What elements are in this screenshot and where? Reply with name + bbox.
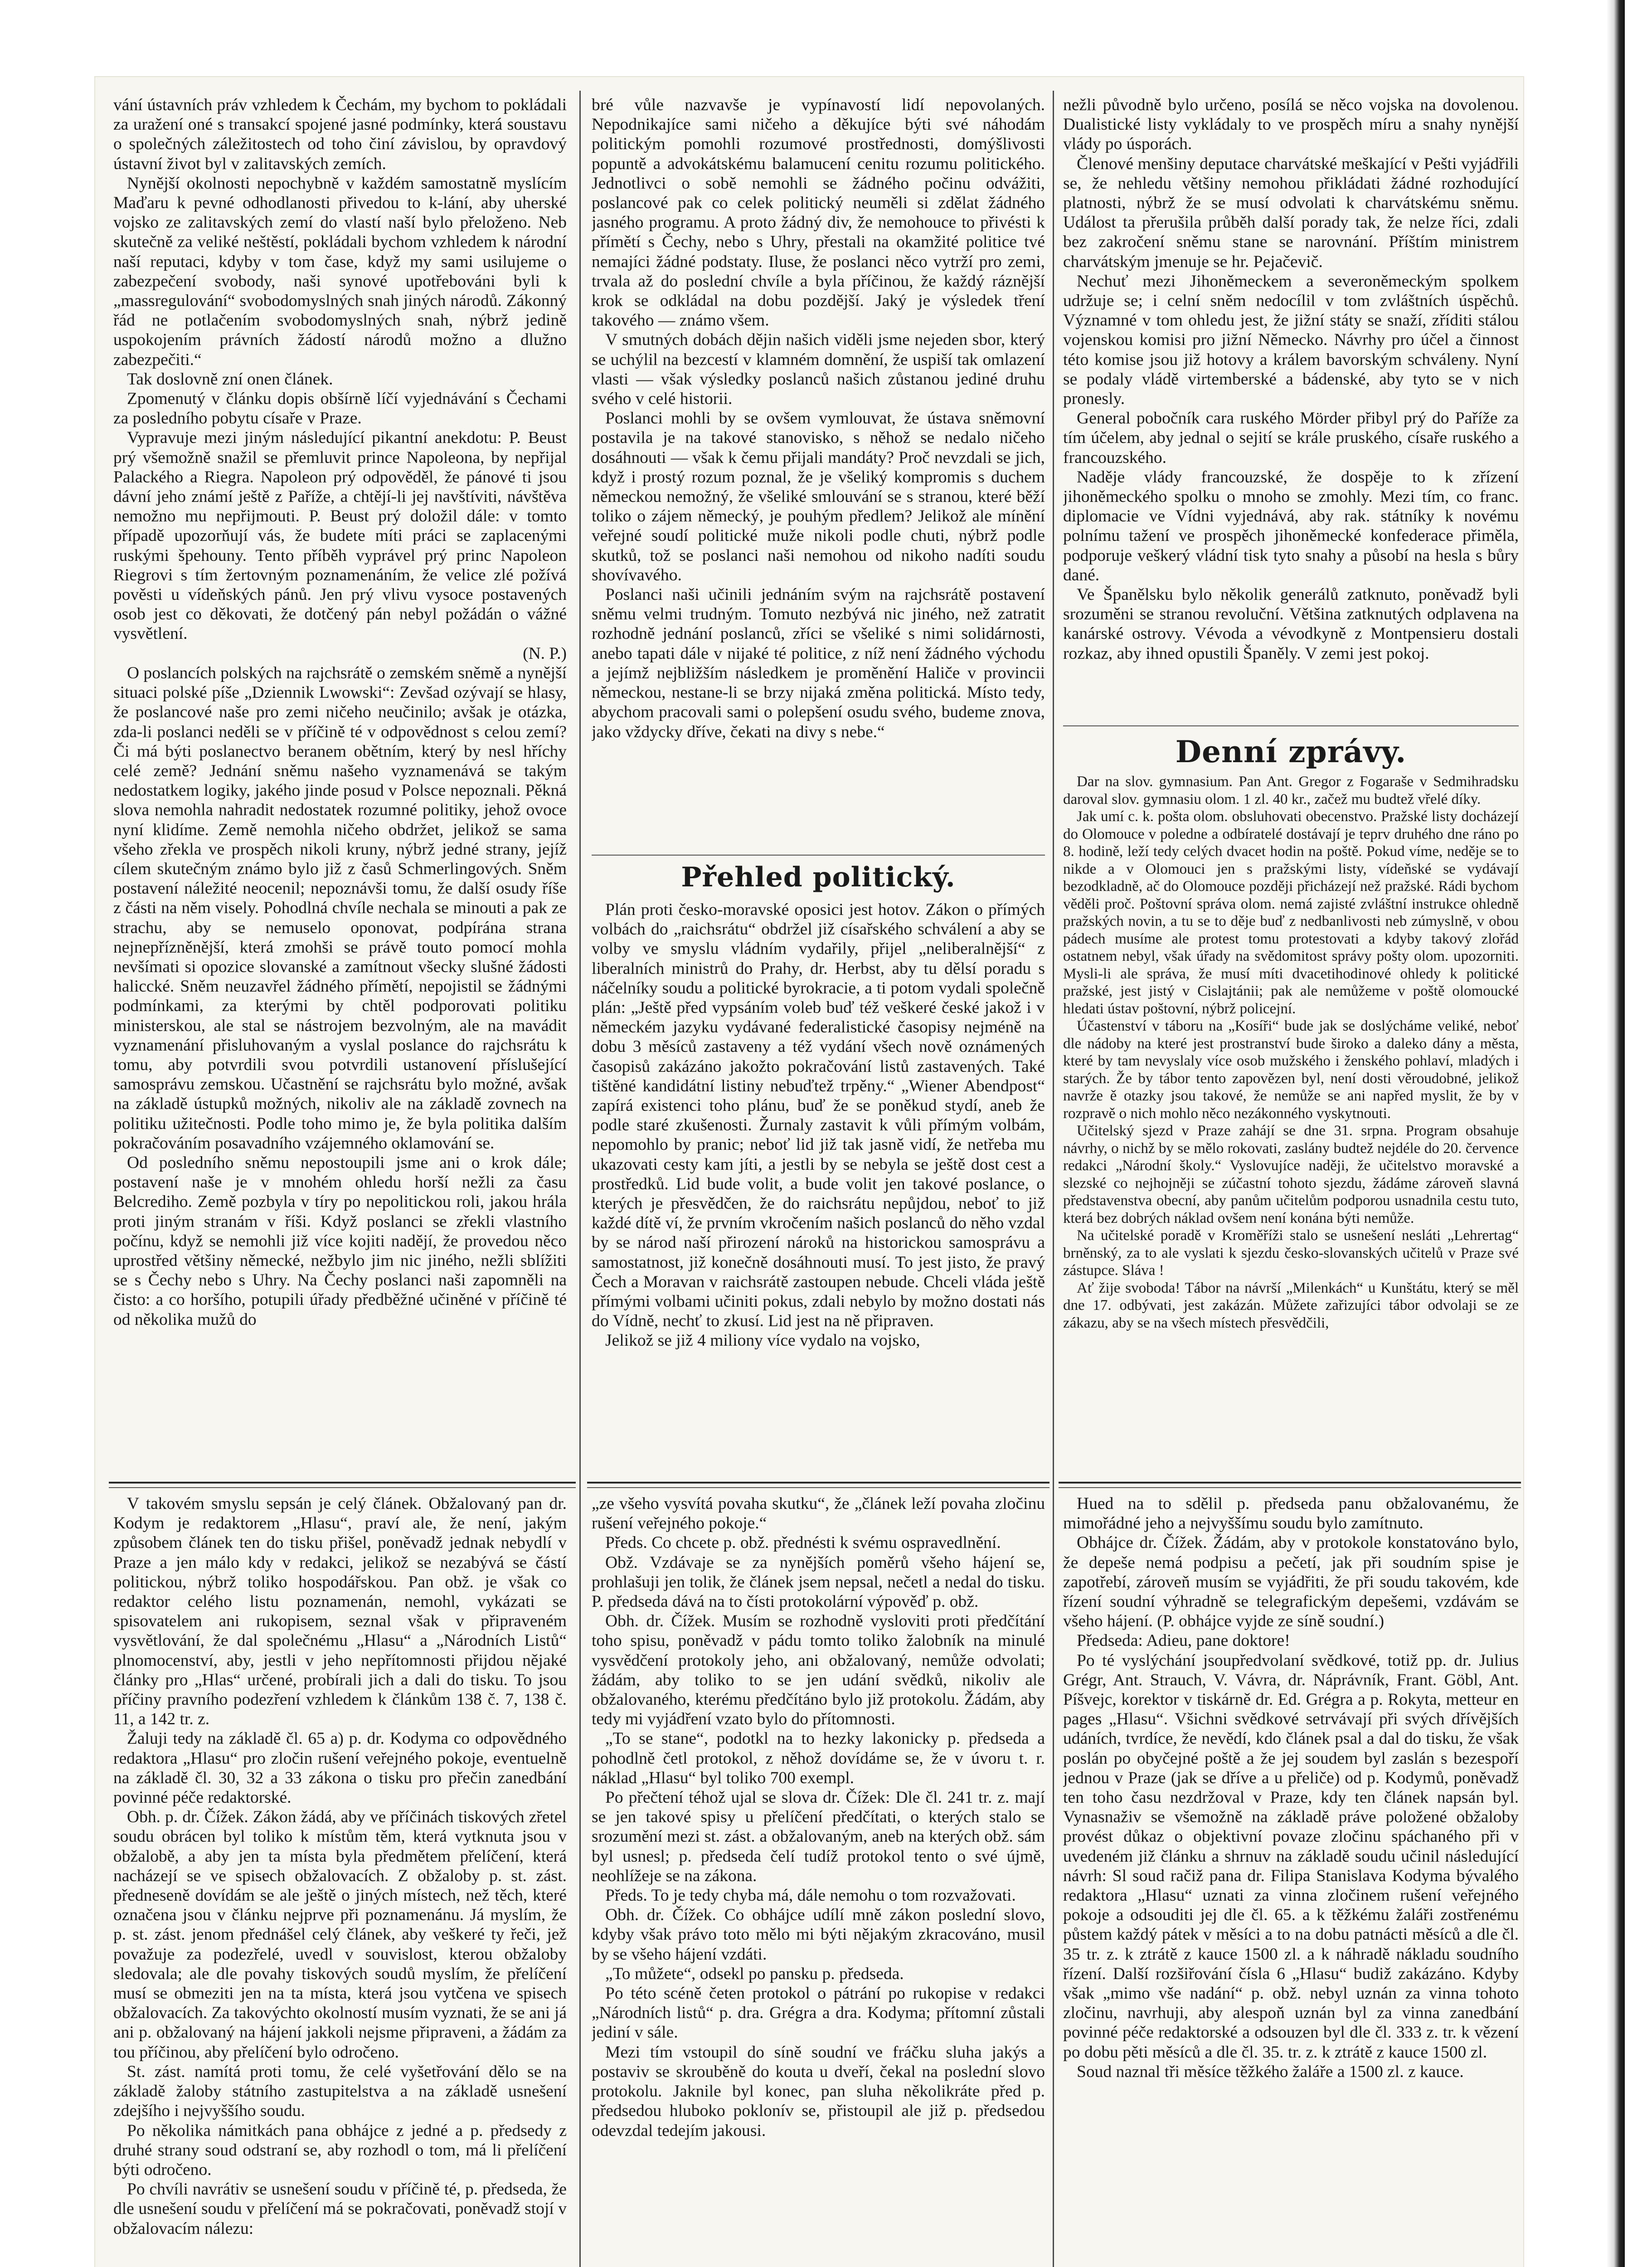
paragraph: nežli původně bylo určeno, posílá se něco vojska na dovolenou. Dualistické listy vykládaly to ve prospěch míru a snahy nynější vlády po úsporách. [1063, 96, 1519, 154]
paragraph: Poslanci naši učinili jednáním svým na rajchsrátě postavení sněmu velmi trudným. Tomuto nezbývá nic jiného, než zatratit rozhodně jednání poslanců, zříci se všeliké s nimi solidárnosti, anebo tapati dále v nijaké té politice, z níž není žádného východu a jejímž nejbližším následkem je proměnění Haliče v provincii německou, nestane-li se brzy nijaká změna politická. Místo tedy, abychom pracovali sami o polepšení osudu svého, budeme znova, jako vždycky dříve, čekati na divy s nebe.“ [592, 585, 1045, 741]
paragraph: Jelikož se již 4 miliony více vydalo na vojsko, [605, 1331, 920, 1350]
paragraph: Tak doslovně zní onen článek. [127, 370, 333, 389]
column-3-lower [1063, 1494, 1519, 2267]
paragraph: Po této scéně četen protokol o pátrání po rukopise v redakci „Národních listů“ p. dra. Grégra a dra. Kodyma; přítomní zůstali jediní v sále. [592, 1984, 1045, 2042]
paragraph: V takovém smyslu sepsán je celý článek. Obžalovaný pan dr. Kodym je redaktorem „Hlasu“, praví ale, že není, jakým způsobem článek ten do tisku přišel, poněvadž jednak nebydlí v Praze a jen málo kdy v redakci, jelikož se nezabývá se částí politickou, nýbrž toliko hospodářskou. Pan obž. je však co redaktor celého listu poznamenán, nemohl, vykázati se spisovatelem ani rukopisem, seznal však v připraveném vysvětlování, že dal společnému „Hlasu“ a „Národních Listů“ plnomocenství, aby, jestli v jeho nepřítomnosti přijdou nějaké články pro „Hlas“ určené, probírali jich a dali do tisku. To jsou příčiny pravního podezření vzhledem k článkům 138 č. 7, 138 č. 11, a 142 tr. z. [113, 1494, 567, 1729]
paragraph: Od posledního sněmu nepostoupili jsme ani o krok dále; postavení naše je v mnohém ohledu horší nežli za času Belcrediho. Země pozbyla v tíry po nepolitickou roli, jakou hrála proti jiným stranám v říši. Když poslanci se zřekli vlastního počínu, když se nemohli již více kojiti nadějí, že provedou něco uprostřed většiny německé, nežbylo jim nic jiného, nežli sblížiti se s Čechy nebo s Uhry. Na Čechy poslanci naši zapomněli na čisto: a co horšího, potupili úřady předběžné učiněné v příčině té od několika mužů do [113, 1153, 567, 1329]
paragraph: Předs. Co chcete p. obž. přednésti k svému ospravedlnění. [605, 1533, 1001, 1552]
news-item: Dar na slov. gymnasium. Pan Ant. Gregor z Fogaraše v Sedmihradsku daroval slov. gymnasiu olom. 1 zl. 40 kr., začež mu budtež vřelé díky. [1063, 774, 1519, 808]
section-rule [1063, 725, 1519, 726]
paragraph: Členové menšiny deputace charvátské meškající v Pešti vyjádřili se, že nehledu většiny nemohou přikládati žádné rozhodující platnosti, nýbrž že se musí odvolati k charvátskému sněmu. Událost ta přerušila průběh další porady tak, že nelze říci, zdali bez zakročení sněmu stane se narovnání. Příštím ministrem charvátským jmenuje se hr. Pejačevič. [1063, 154, 1519, 271]
paragraph: Naděje vlády francouzské, že dospěje to k zřízení jihoněmeckého spolku o mnoho se zmohly. Mezi tím, co franc. diplomacie ve Vídni vyjednává, aby rak. státníky k novému polnímu tažení ve prospěch jihoněmecké konfederace přiměla, podporuje veškerý vládní tisk tyto snahy a působí na hesla s bůry dané. [1063, 467, 1519, 584]
column-divider-left [579, 91, 581, 2267]
scan-edge-margin [1625, 0, 1652, 2267]
paragraph: O poslancích polských na rajchsrátě o zemském sněmě a nynější situaci polské píše „Dziennik Lwowski“: Zevšad ozývají se hlasy, že poslancové naše pro zemi ničeho neučinilo; avšak je otázka, zda-li poslanci neděli se v příčině té v odpovědnost s celou zemí? Či má býti poslanectvo beranem obětním, který by nesl hříchy celé země? Jednání sněmu našeho vyznamenává se takým nedostatkem logiky, jakého jinde posud v Polsce nepoznali. Pěkná slova nemohla nahradit nedostatek rozumné politiky, jehož ovoce nyní klidíme. Země nemohla ničeho obdržet, jelikož se sama všeho zřekla ve prospěch nikoli kruny, nýbrž jedné strany, jejíž cílem skutečným známo bylo již z časů Schmerlingových. Sněm postavení náležité neocenil; nepoznávši tomu, že další osudy říše z části na něm visely. Pohodlná chvíle nechala se minouti a pak ze strachu, aby se nemuselo oponovat, podpírána strana nejnepřízněnější, která zmohši se právě touto pomocí mohla nevšímati si opozice slovanské a zamítnout všecky slušné žádosti haliccké. Sněm neuzavřel žádného přímětí, nepojistil se žádnými podmínkami, za kterými by chtěl podporovati politiku ministerskou, ale stal se nástrojem bezvolným, ale na mavádit vyznamenání přisluhovaným a vyslal poslance do rajchsrátu k tomu, aby potvrdili svou potvrdili ustanovení příslušející samosprávu zemskou. Učastnění se rajchsrátu bylo možné, avšak na základě ústupků možných, nikoliv ale na základě zovnech na politiku užitečnosti. Podle toho mimo je, že byla politika dalším pokračováním posavadního vzájemného oklamování se. [113, 663, 567, 1153]
paragraph: Žaluji tedy na základě čl. 65 a) p. dr. Kodyma co odpovědného redaktora „Hlasu“ pro zločin rušení veřejného pokoje, eventuelně na základě čl. 30, 32 a 33 zákona o tisku pro přečin zanedbání povinné péče redaktorské. [113, 1729, 567, 1807]
paragraph: Nechuť mezi Jihoněmeckem a severoněmeckým spolkem udržuje se; i celní sněm nedocílil v tom zvláštních úspěchů. Významné v tom ohledu jest, že jižní státy se snaží, zříditi stálou vojenskou komisi pro jižní Německo. Návrhy pro účel a činnost této komise jsou již hotovy a králem bavorským schváleny. Nyní se podaly vládě virtemberské a bádenské, aby tyto se v nich pronesly. [1063, 272, 1519, 409]
paragraph: Soud naznal tři měsíce těžkého žaláře a 1500 zl. z kauce. [1077, 2062, 1464, 2081]
paragraph: V smutných dobách dějin našich viděli jsme nejeden sbor, který se uchýlil na bezcestí v klamném domnění, že uspiší tak omlazení vlasti — však výsledky poslanců našich zůstanou jediné druhu svého v celé historii. [592, 331, 1045, 409]
section-separator [587, 1482, 1050, 1484]
column-divider-right [1053, 91, 1054, 2267]
paragraph: Předseda: Adieu, pane doktore! [1077, 1631, 1290, 1650]
column-1-upper [113, 95, 567, 1573]
column-3-denni-zpravy [1063, 773, 1519, 1458]
column-1-lower [113, 1494, 567, 2267]
paragraph: bré vůle nazvavše je vypínavostí lidí nepovolaných. Nepodnikajíce sami ničeho a děkujíce býti své náhodám politickým pomohli rozumové prostřednosti, domýšlivosti popuntě a advokátskému balamucení cenitu rozumu politického. Jednotlivci o sobě nemohli se žádného počinu odvážiti, poslancové pak co celek politický neuměli si zdělat žádného jasného programu. A proto žádný div, že nemohouce to přivésti k přímětí s Čechy, nebo s Uhry, přestali na okamžité politice tvé nemajíci žádné podstaty. Iluse, že poslanci něco vytrží pro zemi, trvala až do poslední chvíle a byla příčinou, že každý ráznější krok se odkládal na dobu pozdější. Jaký je výsledek tření takového — známo všem. [592, 96, 1045, 330]
paragraph: Hued na to sdělil p. předseda panu obžalovanému, že mimořádné jeho a nejvyššímu soudu bylo zamítnuto. [1063, 1494, 1519, 1533]
paragraph: Obh. p. dr. Čížek. Zákon žádá, aby ve příčinách tiskových zřetel soudu obrácen byl toliko k místům těm, která vytknuta jsou v obžalobě, a aby jen ta místa byla předmětem přelíčení, která nacházejí se ve spisech obžalovacích. Z obžaloby p. st. zást. předneseně dovídám se ale ještě o jiných místech, než těch, které označena jsou v článku nejprve při poznamenánu. Já myslím, že p. st. zást. jenom přednášel celý článek, aby veškeré ty řeči, jež považuje za podezřelé, uvedl v souvislost, kterou obžaloby sledovala; ale dle povahy tiskových soudů myslím, že přelíčení musí se obmeziti jen na ta místa, která jsou vytčena ve spisech obžalovacích. Za takovýchto okolností musím vyznati, že se ani já ani p. obžalovaný na hájení jakkoli nejsme připraveni, a žádám za tou příčinou, aby přelíčení bylo odročeno. [113, 1808, 567, 2062]
column-2-politicky [592, 900, 1045, 1485]
section-heading-denni-zpravy: Denní zprávy. [1175, 734, 1407, 769]
paragraph: Po chvíli navrátiv se usnešení soudu v příčině té, p. předseda, že dle usnešení soudu v přelíčení má se pokračovati, poněvadž stojí v obžalovacím nálezu: [113, 2180, 567, 2238]
paragraph: Obh. dr. Čížek. Musím se rozhodně vysloviti proti předčítání toho spisu, poněvadž v pádu tomto toliko žalobník na minulé vysvědčení protokoly jeho, ani obžalovaný, nemůže odvolati; žádám, aby toliko to se jen udání svědků, nikoliv ale obžalovaného, kterému předčítáno bylo již protokolu. Žádám, aby tedy mi vyjádření vzato bylo do přítomnosti. [592, 1612, 1045, 1729]
column-3-upper [1063, 95, 1519, 739]
paragraph: Obž. Vzdávaje se za nynějších poměrů všeho hájení se, prohlašuji jen tolik, že článek jsem nepsal, nečetl a nedal do tisku. P. předseda dává na to čísti protokolární výpověď p. obž. [592, 1553, 1045, 1611]
section-heading-prehled-politicky: Přehled politický. [681, 861, 956, 893]
paragraph: Ve Španělsku bylo několik generálů zatknuto, poněvadž byli srozuměni se stranou revoluční. Většina zatknutých odplavena na kanárské ostrovy. Vévoda a vévodkyně z Montpensieru dostali rozkaz, aby ihned opustili Španěly. V zemi jest pokoj. [1063, 585, 1519, 663]
paragraph: General pobočník cara ruského Mörder přibyl prý do Paříže za tím účelem, aby jednal o sejití se krále pruského, císaře ruského a francouzského. [1063, 409, 1519, 467]
paragraph: Mezi tím vstoupil do síně soudní ve fráčku sluha jakýs a postaviv se skrouběně do kouta u dveří, čekal na poslední slovo protokolu. Jaknile byl konec, pan sluha několikráte před p. předsedou hluboko poklonív se, přistoupil ale již p. předsedou odevzdal tedejím jakousi. [592, 2043, 1045, 2140]
paragraph: Poslanci mohli by se ovšem vymlouvat, že ústava sněmovní postavila je na takové stanovisko, s něhož se nedalo ničeho dosáhnouti — však k čemu přijali mandáty? Proč nevzdali se jich, když i prostý rozum poznal, že je všeliký kompromis s duchem německou nemožný, že všeliké smlouvání se s stranou, které běží toliko o zájem německý, je pouhým předlem? Jelikož ale mínění veřejné soudí politické muže nikoli podle chuti, nýbrž podle skutků, tož se poslanci naši nemohou od nikoho nadíti soudu shovívavého. [592, 409, 1045, 584]
source-note: (N. P.) [523, 644, 567, 663]
section-rule [592, 855, 1045, 856]
paragraph: Zpomenutý v článku dopis obšírně líčí vyjednávání s Čechami za posledního pobytu císaře v Praze. [113, 389, 567, 428]
paragraph: Po přečtení téhož ujal se slova dr. Čížek: Dle čl. 241 tr. z. mají se jen takové spisy u přelíčení předčítati, o kterých stalo se srozumění mezi st. zást. a obžalovaným, aneb na kterých obž. sám byl usnesl; p. předseda čelí tudíž protokol tento o své újmě, neohlížeje se na zákona. [592, 1788, 1045, 1885]
paragraph: St. zást. namítá proti tomu, že celé vyšetřování dělo se na základě žaloby státního zastupitelstva a na základě usnešení zdejšího i nejvyššího soudu. [113, 2062, 567, 2121]
news-item: Účastenství v táboru na „Kosíři“ bude jak se doslýcháme veliké, neboť dle nádoby na které jest prostranství bude široko a daleko dány a města, které by tam nevyslaly více osob mužského i ženského pohlaví, mladých i starých. Že by tábor tento zapovězen byl, není dosti věroudobné, jelikož navrže ě otazky jsou takové, že nemůže se ani napřed myslit, že by v rozpravě o nich mohlo něco nezákonného vyskytnouti. [1063, 1018, 1519, 1122]
section-separator [1059, 1487, 1521, 1488]
paragraph: Předs. To je tedy chyba má, dále nemohu o tom rozvažovati. [605, 1886, 1016, 1905]
section-separator [109, 1482, 576, 1484]
paragraph: Po několika námitkách pana obhájce z jedné a p. předsedy z druhé strany soud odstraní se, aby rozhodl o tom, má li přelíčení býti odročeno. [113, 2121, 567, 2179]
section-separator [109, 1487, 576, 1488]
paragraph: vání ústavních práv vzhledem k Čechám, my bychom to pokládali za uražení oné s transakcí spojené jasné podmínky, která soustavu o společných záležitostech od toho činí závislou, by opravdový ústavní život byl v zalitavských zemích. [113, 96, 567, 173]
paragraph: Plán proti česko-moravské oposici jest hotov. Zákon o přímých volbách do „raichsrátu“ obdržel již císařského schválení a aby se volby ve smyslu vládním vydařily, přijel „neliberalnější“ z liberalních ministrů do Prahy, dr. Herbst, aby tu dělsí poradu s náčelníky soudu a politické byrokracie, a ti potom vydali společně plán: „Ještě před vypsáním voleb buď též veškeré české jakož i v německém jazyku vydávané federalistické časopisy nejméně na dobu 3 měsíců zastaveny a též vydání všech nově oznámených časopisů zakázáno jakožto pokračování listů zastavených. Také tištěné kandidátní listiny nebuďtež trpěny.“ „Wiener Abendpost“ zapírá existenci toho plánu, buď že se poněkud stydí, aneb že podle staré zkušenosti. Žurnaly zastavit k vůli přímým volbám, nepomohlo by pranic; neboť lid již tak jasně vidí, že netřeba mu ukazovati cesty kam jíti, a jestli by se nebyla se ještě dost cest a prostředků. Lid bude volit, a bude volit jen takové poslance, o kterých je přesvědčen, že do raichsrátu nepůjdou, neboť to již každé dítě ví, že prvním vkročením našich poslanců do něho vzdal by se národ naší přirození nároků na historickou samosprávu a samostatnost, již konečně dosáhnouti musí. To jest jisto, že pravý Čech a Moravan v raichsrátě zastoupen nebude. Chceli vláda ještě přímými volbami učiniti pokus, zdali nebylo by možno dostati nás do Vídně, nechť to zkusí. Lid jest na ně připraven. [592, 900, 1045, 1331]
paragraph: Obh. dr. Čížek. Co obhájce udílí mně zákon poslední slovo, kdyby však právo toto mělo mi býti nějakým zkracováno, musil by se všeho hájení vzdáti. [592, 1906, 1045, 1964]
paragraph: Obhájce dr. Čížek. Žádám, aby v protokole konstatováno bylo, že depeše nemá podpisu a pečetí, jak při soudním spise je zapotřebí, zároveň musím se vyjádřiti, že při soudu takovém, kde řízení soudní výhradně se telegrafickým depešemi, vzdávám se všeho hájení. (P. obhájce vyjde ze síně soudní.) [1063, 1533, 1519, 1631]
news-item: Jak umí c. k. pošta olom. obsluhovati obecenstvo. Pražské listy docházejí do Olomouce v poledne a odbíratelé dostávají je teprv druhého dne ráno po 8. hodině, leží tedy celých dvacet hodin na poště. Pokud víme, neděje se to nikde a v Olomouci jen s pražskými listy, vídeňské se vydávají bezodkladně, ač do Olomouce později přicházejí než pražské. Rádi bychom věděli proč. Poštovní správa olom. nemá zajisté zvláštní instrukce ohledně pražských novin, a tu se to děje buď z nedbanlivosti neb zúmyslně, v obou pádech musíme ale protest tomu protestovati a kdyby takový zlořád ostatnem nebyl, však úřady na svědomitost správy pošty olom. upozorniti. Mysli-li ale správa, že musí míti dvacetihodinové ohledy k politické pražské, jest jistý v Cislajtánii; pak ale nemůžeme v poště olomoucké hledati ústav poštovní, nýbrž policejní. [1063, 808, 1519, 1017]
section-separator [1059, 1482, 1521, 1484]
paragraph: „To můžete“, odsekl po pansku p. předseda. [605, 1964, 904, 1983]
paragraph: Nynější okolnosti nepochybně v každém samostatně myslícím Maďaru k pevné odhodlanosti přivedou to k-lání, aby uherské vojsko ze zalitavských zemí do vlastí naší bylo přeloženo. Neb skutečně za veliké neštěstí, pokládali bychom vzhledem k národní naší reputaci, kdyby v tom čase, když my sami usilujeme o zabezpečení svobody, naši synové upotřebováni byli k „massregulování“ svobodomyslných snah jiných národů. Zákonný řád ne potlačením svobodomyslných snah, nýbrž jedině uspokojením právních žádostí národů možno a dlužno zabezpečiti.“ [113, 174, 567, 369]
paragraph: Po té vyslýchání jsoupředvolaní svědkové, totiž pp. dr. Julius Grégr, Ant. Strauch, V. Vávra, dr. Náprávník, Frant. Göbl, Ant. Píšvejc, korektor v tiskárně dr. Ed. Grégra a p. Rokyta, metteur en pages „Hlasu“. Všichni svědkové setrvávají při svých dřívějších udáních, tvrdíce, že nevědí, kdo článek psal a dal do tisku, že však poslán po obyčejné poště a že jej soudem byl zaslán s bezespoří jednou v Praze (jak se dříve a u přeliče) od p. Kodymů, poněvadž ten toho času nezdržoval v Praze, kdy ten článek napsán byl. Vynasnaživ se všemožně na základě práve položené obžaloby provést důkaz o objektivní povaze zločinu spáchaného při v uvedeném již článku a shrnuv na základě soudu učinil následující návrh: Sl soud račiž pana dr. Filipa Stanislava Kodyma bývalého redaktora „Hlasu“ uznati za vinna zločinem rušení veřejného pokoje a odsouditi jej dle čl. 65. a k těžkému žaláři zostřenému půstem každý pátek v měsíci a to na dobu patnácti měsíců a dle čl. 35 tr. z. k ztrátě z kauce 1500 zl. a k náhradě nákladu soudního řízení. Další rozšiřování čísla 6 „Hlasu“ budiž zakázáno. Kdyby však „mimo vše nadání“ p. obž. nebyl uznán za vinna tohoto zločinu, navrhuji, aby alespoň uznán byl za vinna zanedbání povinné péče redaktorské a odsouzen byl dle čl. 333 z. tr. k vězení po dobu pěti měsíců a dle čl. 35. tr. z. k ztrátě z kauce 1500 zl. [1063, 1651, 1519, 2062]
news-item: Na učitelské poradě v Kroměříži stalo se usnešení nesláti „Lehrertag“ brněnský, za to ale vyslati k sjezdu česko-slovanských učitelů v Praze své zástupce. Sláva ! [1063, 1227, 1519, 1279]
section-separator [587, 1487, 1050, 1488]
column-2-upper [592, 95, 1045, 1038]
paragraph: „ze všeho vysvítá povaha skutku“, že „článek leží povaha zločinu rušení veřejného pokoje.“ [592, 1494, 1045, 1533]
paragraph: „To se stane“, podotkl na to hezky lakonicky p. předseda a pohodlně četl protokol, z něhož dovídáme se, že v úvoru t. r. náklad „Hlasu“ byl toliko 700 exempl. [592, 1729, 1045, 1787]
paragraph: Vypravuje mezi jiným následující pikantní anekdotu: P. Beust prý všemožně snažil se přemluvit prince Napoleona, by nepřijal Palackého a Riegra. Napoleon prý odpověděl, že pánové ti jsou dávní jeho známí ještě z Paříže, a chtějí-li jej navštíviti, návštěva nemožno mu nepřijmouti. P. Beust prý doložil dále: v tomto případě upozorňují vás, že budete míti práci se zaplacenými ruskými špehouny. Tento příběh vyprável prý princ Napoleon Riegrovi s tím žertovným poznamenáním, že velice zlé požívá pověsti u vídeňských pánů. Jen prý vlivu vysoce postavených osob jest co děkovati, že dotčený pán nebyl požádán o vážné vysvětlení. [113, 428, 567, 643]
column-2-lower [592, 1494, 1045, 2267]
news-item: Ať žije svoboda! Tábor na návrší „Milenkách“ u Kunštátu, který se měl dne 17. odbývati, jest zakázán. Můžete zařizujíci tábor odvolaji se ze zákazu, aby se na všech místech přesvědčili, [1063, 1279, 1519, 1331]
news-item: Učitelský sjezd v Praze zahájí se dne 31. srpna. Program obsahuje návrhy, o nichž by se mělo rokovati, zaslány budtež nejdéle do 20. července redakci „Národní školy.“ Vyslovujíce naději, že učitelstvo moravské a slezské co nejhojněji se zúčastní tohoto sjezdu, žádáme zároveň slavná představenstva obecní, aby panům učitelům podporou usnadnila cestu tuto, která bez dobrých náklad ovšem není konána býti nemůže. [1063, 1123, 1519, 1226]
scan-edge-shadow [1607, 0, 1625, 2267]
